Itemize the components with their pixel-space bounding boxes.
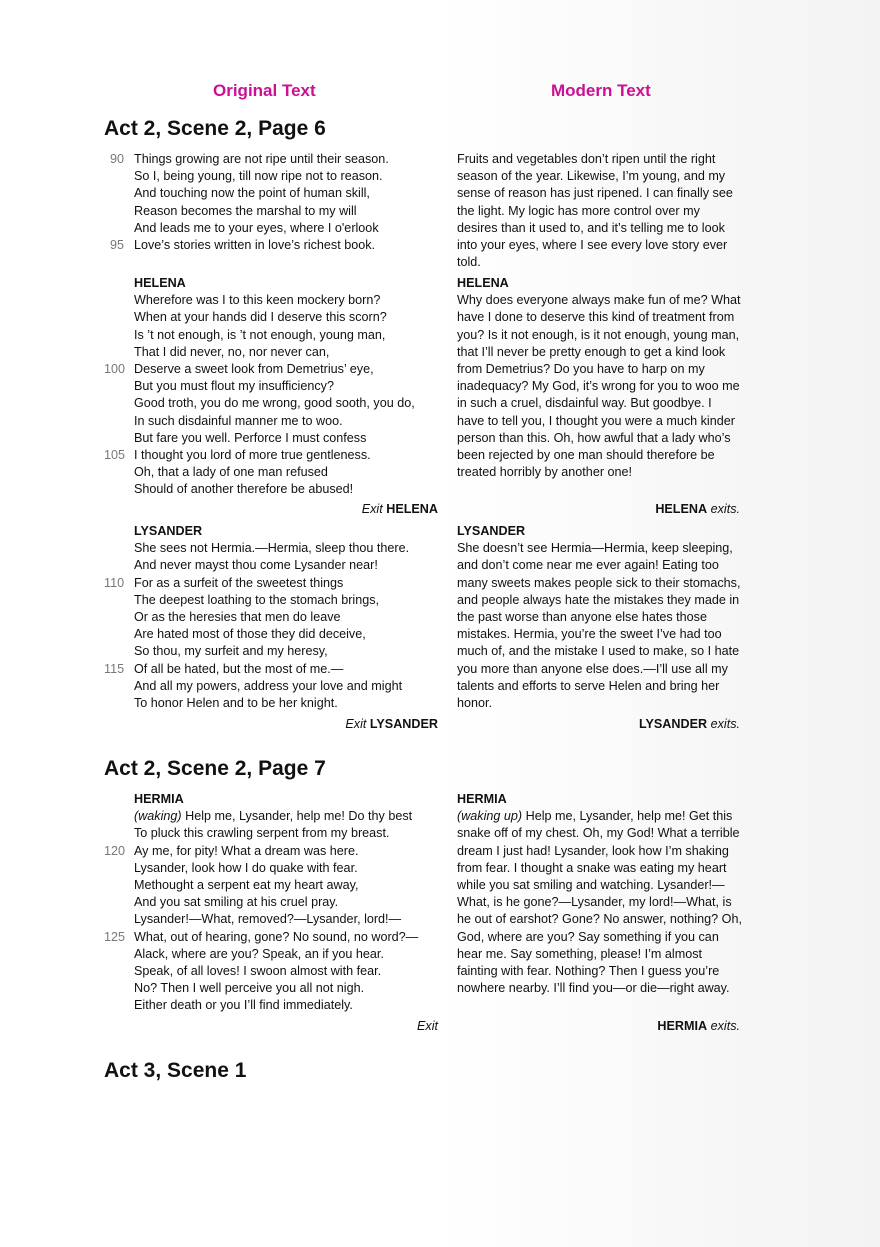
verse-text: And never mayst thou come Lysander near! bbox=[134, 558, 378, 573]
exit-word: Exit bbox=[361, 502, 383, 516]
verse-text: For as a surfeit of the sweetest things bbox=[134, 575, 344, 590]
line-number: 90 bbox=[109, 152, 124, 166]
verse-line bbox=[104, 292, 440, 309]
modern-text bbox=[457, 808, 742, 997]
exit-word: exits. bbox=[710, 502, 740, 516]
verse-text: That I did never, no, nor never can, bbox=[134, 344, 330, 359]
verse-line bbox=[104, 643, 440, 660]
stage-direction: (waking up) bbox=[457, 809, 523, 824]
verse-text: So thou, my surfeit and my heresy, bbox=[134, 644, 328, 659]
verse-line bbox=[104, 695, 440, 712]
stage-direction-exit bbox=[104, 717, 438, 731]
verse-line bbox=[104, 843, 440, 860]
verse-line bbox=[104, 481, 440, 498]
line-number: 110 bbox=[104, 575, 125, 590]
verse-line bbox=[104, 464, 440, 481]
verse-text: And leads me to your eyes, where I o'erlook bbox=[134, 220, 379, 235]
verse-line bbox=[104, 220, 440, 237]
verse-line bbox=[104, 185, 440, 202]
column-header-original: Original Text bbox=[213, 81, 316, 100]
section-title-page-6: Act 2, Scene 2, Page 6 bbox=[104, 117, 326, 140]
modern-text: She doesn’t see Hermia—Hermia, keep sleeping, and don’t come near me ever again! Eating too many sweets makes people sick to their stomachs, and people always hate the mistakes they made in the past worse than anyone else hates those mistakes. Hermia, you’re the sweet I’ve had too much of, and the mistake I used to make, so I hate you more than anyone else does.—I’ll use all my talents and efforts to serve Helen and bring her honor. bbox=[457, 541, 741, 711]
stage-direction-exit bbox=[104, 1019, 438, 1033]
verse-text: When at your hands did I deserve this scorn? bbox=[134, 310, 387, 325]
modern-passage-helena bbox=[457, 275, 742, 481]
verse-line bbox=[104, 395, 440, 412]
verse-text: Reason becomes the marshal to my will bbox=[134, 203, 357, 218]
verse-line bbox=[104, 609, 440, 626]
modern-passage-opening bbox=[457, 151, 742, 271]
verse-line bbox=[104, 151, 440, 168]
speaker-name: HELENA bbox=[457, 276, 509, 290]
modern-text: Fruits and vegetables don’t ripen until the right season of the year. Likewise, I’m young, and my sense of reason has just ripened. I can finally see the light. My logic has more control over my desires than it used to, and it’s telling me to look into your eyes, where I see every love story ever told. bbox=[457, 152, 733, 270]
verse-line bbox=[104, 378, 440, 395]
verse-text: Lysander, look how I do quake with fear. bbox=[134, 860, 358, 875]
original-passage-helena bbox=[104, 275, 440, 498]
exit-name: LYSANDER bbox=[369, 717, 438, 731]
verse-line bbox=[104, 430, 440, 447]
line-number: 125 bbox=[104, 929, 126, 944]
verse-line bbox=[104, 203, 440, 220]
stage-direction-exit bbox=[104, 502, 438, 516]
verse-line bbox=[134, 808, 412, 825]
verse-text: In such disdainful manner me to woo. bbox=[134, 413, 343, 428]
speaker-name: HERMIA bbox=[134, 792, 184, 806]
verse-text: Love’s stories written in love’s richest book. bbox=[134, 237, 376, 252]
exit-word: Exit bbox=[417, 1019, 438, 1033]
exit-name: HELENA bbox=[655, 502, 708, 516]
verse-text: Of all be hated, but the most of me.— bbox=[134, 661, 344, 676]
line-number: 120 bbox=[104, 843, 126, 858]
verse-text: Are hated most of those they did deceive, bbox=[134, 627, 366, 642]
speaker-name: LYSANDER bbox=[457, 524, 526, 538]
column-header-modern: Modern Text bbox=[551, 81, 651, 100]
line-number: 105 bbox=[104, 447, 126, 462]
verse-line bbox=[104, 929, 440, 946]
stage-direction: (waking) bbox=[134, 809, 182, 824]
original-passage-opening bbox=[104, 151, 440, 254]
verse-text: Is ’t not enough, is ’t not enough, young man, bbox=[134, 327, 386, 342]
verse-line bbox=[104, 344, 440, 361]
verse-text: Or as the heresies that men do leave bbox=[134, 609, 341, 624]
verse-line bbox=[104, 309, 440, 326]
verse-text: But you must flout my insufficiency? bbox=[134, 379, 334, 394]
verse-lines bbox=[104, 825, 440, 1014]
verse-text: I thought you lord of more true gentleness. bbox=[134, 447, 371, 462]
exit-word: Exit bbox=[345, 717, 367, 731]
verse-line bbox=[104, 877, 440, 894]
verse-text: Alack, where are you? Speak, an if you hear. bbox=[134, 946, 384, 961]
verse-line bbox=[104, 575, 440, 592]
exit-name: HERMIA bbox=[657, 1019, 708, 1033]
verse-text: She sees not Hermia.—Hermia, sleep thou there. bbox=[134, 541, 410, 556]
original-passage-hermia bbox=[104, 791, 440, 1014]
line-number: 100 bbox=[104, 361, 126, 376]
verse-line bbox=[104, 447, 440, 464]
verse-text: So I, being young, till now ripe not to reason. bbox=[134, 169, 383, 184]
verse-lines bbox=[104, 540, 440, 712]
verse-text: To honor Helen and to be her knight. bbox=[134, 695, 338, 710]
stage-direction-exit bbox=[457, 1019, 740, 1033]
verse-text: No? Then I well perceive you all not nigh. bbox=[134, 981, 365, 996]
speaker-name: LYSANDER bbox=[134, 524, 203, 538]
modern-passage-hermia bbox=[457, 791, 742, 997]
verse-line bbox=[104, 327, 440, 344]
verse-line bbox=[104, 592, 440, 609]
verse-line bbox=[104, 661, 440, 678]
verse-text: And touching now the point of human skill, bbox=[134, 186, 370, 201]
verse-line bbox=[104, 911, 440, 928]
modern-text: Why does everyone always make fun of me? What have I done to deserve this kind of treatment from you? Is it not enough, is it not enough, young man, that I’ll never be pretty enough to get a kind look from Demetrius? Do you have to harp on my inadequacy? My God, it’s wrong for you to woo me in such a cruel, disdainful way. But goodbye. I have to tell you, I thought you were a much kinder person than this. Oh, how awful that a lady who’s been rejected by one man should therefore be treated horribly by another one! bbox=[457, 293, 741, 480]
verse-text: Good troth, you do me wrong, good sooth, you do, bbox=[134, 396, 415, 411]
verse-text: What, out of hearing, gone? No sound, no word?— bbox=[134, 929, 419, 944]
verse-text: The deepest loathing to the stomach brings, bbox=[134, 592, 380, 607]
original-passage-lysander bbox=[104, 523, 440, 712]
verse-line bbox=[104, 413, 440, 430]
verse-line bbox=[104, 540, 440, 557]
verse-line bbox=[104, 946, 440, 963]
section-title-act-3: Act 3, Scene 1 bbox=[104, 1059, 247, 1082]
verse-text: Methought a serpent eat my heart away, bbox=[134, 877, 359, 892]
speaker-name: HELENA bbox=[134, 276, 186, 290]
speaker-name: HERMIA bbox=[457, 792, 507, 806]
verse-text: Help me, Lysander, help me! Do thy best bbox=[181, 809, 413, 824]
exit-word: exits. bbox=[710, 717, 740, 731]
verse-line bbox=[104, 361, 440, 378]
verse-text: Either death or you I’ll find immediately. bbox=[134, 998, 353, 1013]
verse-text: Deserve a sweet look from Demetrius’ eye, bbox=[134, 361, 374, 376]
stage-direction-exit bbox=[457, 502, 740, 516]
verse-text: Lysander!—What, removed?—Lysander, lord!— bbox=[134, 912, 402, 927]
verse-text: And you sat smiling at his cruel pray. bbox=[134, 895, 339, 910]
verse-line bbox=[104, 894, 440, 911]
verse-line bbox=[104, 237, 440, 254]
verse-lines bbox=[104, 292, 440, 498]
exit-name: LYSANDER bbox=[638, 717, 708, 731]
verse-text: Speak, of all loves! I swoon almost with fear. bbox=[134, 963, 382, 978]
verse-line bbox=[104, 825, 440, 842]
verse-text: And all my powers, address your love and might bbox=[134, 678, 403, 693]
verse-line bbox=[104, 557, 440, 574]
line-number: 115 bbox=[104, 661, 125, 676]
verse-line bbox=[104, 168, 440, 185]
verse-line bbox=[104, 626, 440, 643]
verse-text: But fare you well. Perforce I must confess bbox=[134, 430, 367, 445]
verse-text: Should of another therefore be abused! bbox=[134, 482, 354, 497]
verse-text: Oh, that a lady of one man refused bbox=[134, 465, 328, 480]
verse-text: Wherefore was I to this keen mockery born? bbox=[134, 293, 381, 308]
modern-text-body: Help me, Lysander, help me! Get this snake off of my chest. Oh, my God! What a terrible dream I just had! Lysander, look how I’m shaking from fear. I thought a snake was eating my heart while you sat smiling and watching. Lysander!—What, is he gone?—Lysander, my lord!—What, is he out of earshot? Gone? No answer, nothing? Oh, God, where are you? Say something if you can hear me. Say something, please! I’m almost fainting with fear. Nothing? Then I guess you’re nowhere nearby. I’ll find you—or die—right away. bbox=[457, 809, 742, 996]
section-title-page-7: Act 2, Scene 2, Page 7 bbox=[104, 757, 326, 780]
verse-line bbox=[104, 980, 440, 997]
exit-word: exits. bbox=[710, 1019, 740, 1033]
modern-passage-lysander bbox=[457, 523, 742, 712]
verse-line bbox=[104, 860, 440, 877]
verse-text: To pluck this crawling serpent from my breast. bbox=[134, 826, 390, 841]
verse-text: Ay me, for pity! What a dream was here. bbox=[134, 843, 359, 858]
line-number: 95 bbox=[109, 237, 124, 252]
stage-direction-exit bbox=[457, 717, 740, 731]
verse-line bbox=[104, 963, 440, 980]
verse-line bbox=[104, 997, 440, 1014]
verse-text: Things growing are not ripe until their season. bbox=[134, 152, 389, 166]
verse-line bbox=[104, 678, 440, 695]
exit-name: HELENA bbox=[386, 502, 438, 516]
